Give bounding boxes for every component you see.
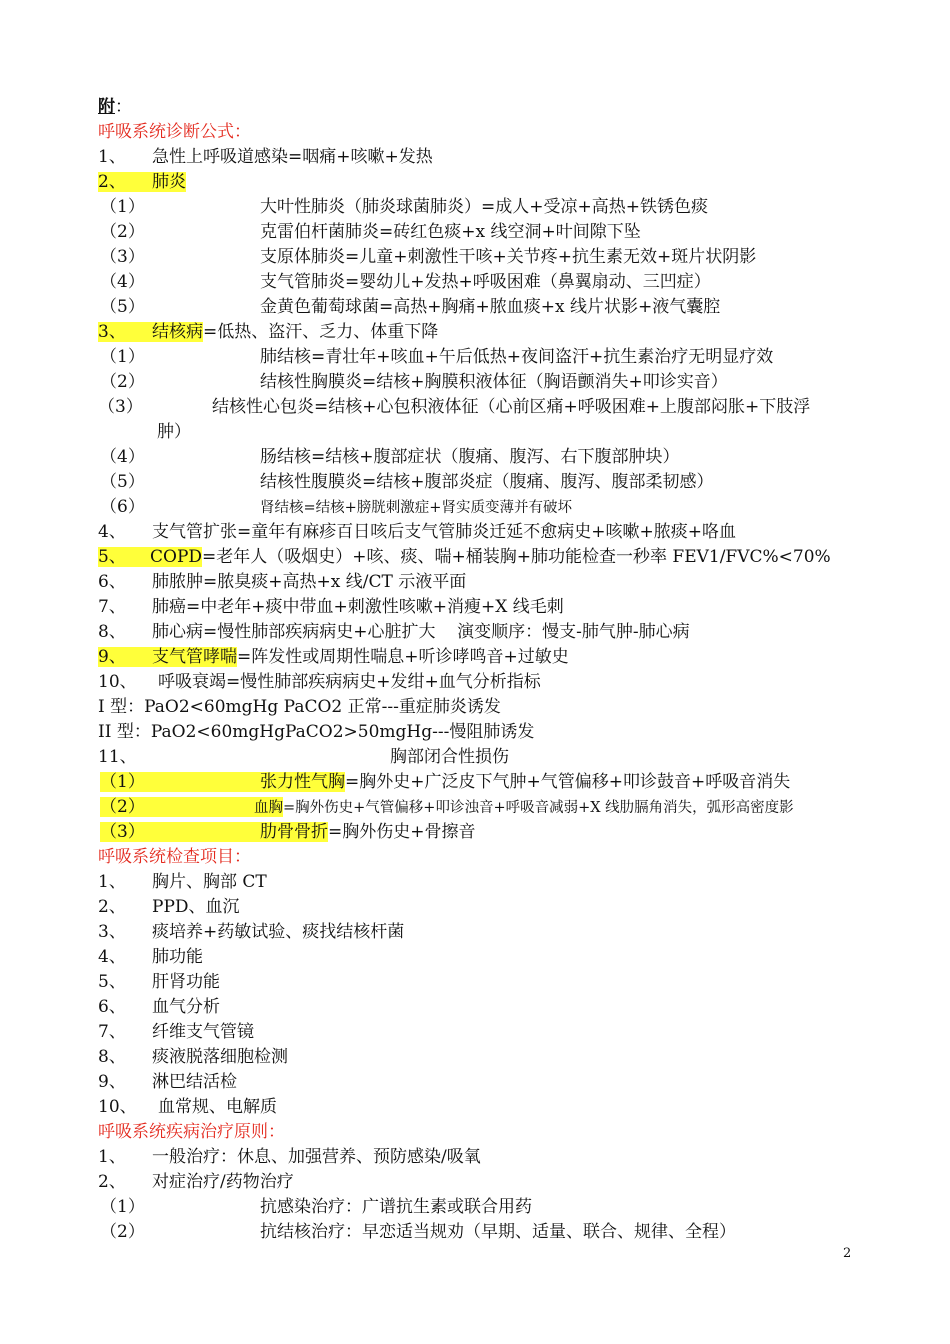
pneumonia-sub-3: （3） 支原体肺炎=儿童+刺激性干咳+关节疼+抗生素无效+斑片状阴影 xyxy=(100,247,757,267)
exam-item: 7、 纤维支气管镜 xyxy=(98,1022,254,1042)
exam-item: 8、 痰液脱落细胞检测 xyxy=(98,1047,288,1067)
treatment-heading: 呼吸系统疾病治疗原则： xyxy=(98,1122,285,1142)
appendix-label: 附： xyxy=(98,97,132,117)
exam-item: 2、 PPD、血沉 xyxy=(98,897,240,917)
tb-sub-6: （6） 肾结核=结核+膀胱刺激症+肾实质变薄并有破坏 xyxy=(100,497,572,517)
diag-item-9: 9、 支气管哮喘=阵发性或周期性喘息+听诊哮鸣音+过敏史 xyxy=(98,647,569,667)
pneumonia-sub-5: （5） 金黄色葡萄球菌=高热+胸痛+脓血痰+x 线片状影+液气囊腔 xyxy=(100,297,721,317)
exam-item: 6、 血气分析 xyxy=(98,997,220,1017)
exam-item: 3、 痰培养+药敏试验、痰找结核杆菌 xyxy=(98,922,405,942)
pneumonia-sub-1: （1） 大叶性肺炎（肺炎球菌肺炎）=成人+受凉+高热+铁锈色痰 xyxy=(100,197,708,217)
tb-sub-3: （3） 结核性心包炎=结核+心包积液体征（心前区痛+呼吸困难+上腹部闷胀+下肢浮 xyxy=(98,397,811,417)
page-number: 2 xyxy=(843,1246,852,1261)
pneumonia-sub-2: （2） 克雷伯杆菌肺炎=砖红色痰+x 线空洞+叶间隙下坠 xyxy=(100,222,641,242)
diag-item-11: 11、 胸部闭合性损伤 xyxy=(98,747,509,767)
diag-item-2: 2、 肺炎 xyxy=(98,172,186,192)
tb-sub-5: （5） 结核性腹膜炎=结核+腹部炎症（腹痛、腹泻、腹部柔韧感） xyxy=(100,472,714,492)
diag-item-5: 5、 COPD=老年人（吸烟史）+咳、痰、喘+桶装胸+肺功能检查一秒率 FEV1/FVC%<70% xyxy=(98,547,831,567)
chest-injury-sub-2: （2） 血胸=胸外伤史+气管偏移+叩诊浊音+呼吸音减弱+X 线肋膈角消失，弧形高密度影 xyxy=(100,797,794,817)
exam-item: 4、 肺功能 xyxy=(98,947,203,967)
treatment-sub-1: （1） 抗感染治疗：广谱抗生素或联合用药 xyxy=(100,1197,532,1217)
diag-item-6: 6、 肺脓肿=脓臭痰+高热+x 线/CT 示液平面 xyxy=(98,572,467,592)
tb-sub-3-continued: 肿） xyxy=(157,422,191,442)
tb-sub-2: （2） 结核性胸膜炎=结核+胸膜积液体征（胸语颤消失+叩诊实音） xyxy=(100,372,728,392)
treatment-item-2: 2、 对症治疗/药物治疗 xyxy=(98,1172,294,1192)
pneumonia-sub-4: （4） 支气管肺炎=婴幼儿+发热+呼吸困难（鼻翼扇动、三凹症） xyxy=(100,272,711,292)
resp-failure-type-1: I 型：PaO2<60mgHg PaCO2 正常---重症肺炎诱发 xyxy=(98,697,501,717)
exam-item: 5、 肝肾功能 xyxy=(98,972,220,992)
chest-injury-sub-1: （1） 张力性气胸=胸外史+广泛皮下气肿+气管偏移+叩诊鼓音+呼吸音消失 xyxy=(100,772,791,792)
diag-item-10: 10、 呼吸衰竭=慢性肺部疾病病史+发绀+血气分析指标 xyxy=(98,672,541,692)
treatment-item-1: 1、 一般治疗：休息、加强营养、预防感染/吸氧 xyxy=(98,1147,481,1167)
exam-heading: 呼吸系统检查项目： xyxy=(98,847,251,867)
exam-item: 10、 血常规、电解质 xyxy=(98,1097,277,1117)
exam-item: 9、 淋巴结活检 xyxy=(98,1072,237,1092)
diag-item-4: 4、 支气管扩张=童年有麻疹百日咳后支气管肺炎迁延不愈病史+咳嗽+脓痰+咯血 xyxy=(98,522,736,542)
diagnosis-heading: 呼吸系统诊断公式： xyxy=(98,122,251,142)
diag-item-1: 1、 急性上呼吸道感染=咽痛+咳嗽+发热 xyxy=(98,147,433,167)
resp-failure-type-2: II 型：PaO2<60mgHgPaCO2>50mgHg---慢阻肺诱发 xyxy=(98,722,535,742)
exam-item: 1、 胸片、胸部 CT xyxy=(98,872,267,892)
diag-item-3: 3、 结核病=低热、盗汗、乏力、体重下降 xyxy=(98,322,439,342)
diag-item-8: 8、 肺心病=慢性肺部疾病病史+心脏扩大 演变顺序：慢支-肺气肿-肺心病 xyxy=(98,622,690,642)
diag-item-7: 7、 肺癌=中老年+痰中带血+刺激性咳嗽+消瘦+X 线毛刺 xyxy=(98,597,564,617)
tb-sub-4: （4） 肠结核=结核+腹部症状（腹痛、腹泻、右下腹部肿块） xyxy=(100,447,680,467)
chest-injury-sub-3: （3） 肋骨骨折=胸外伤史+骨擦音 xyxy=(100,822,476,842)
treatment-sub-2: （2） 抗结核治疗：早恋适当规劝（早期、适量、联合、规律、全程） xyxy=(100,1222,736,1242)
tb-sub-1: （1） 肺结核=青壮年+咳血+午后低热+夜间盗汗+抗生素治疗无明显疗效 xyxy=(100,347,774,367)
